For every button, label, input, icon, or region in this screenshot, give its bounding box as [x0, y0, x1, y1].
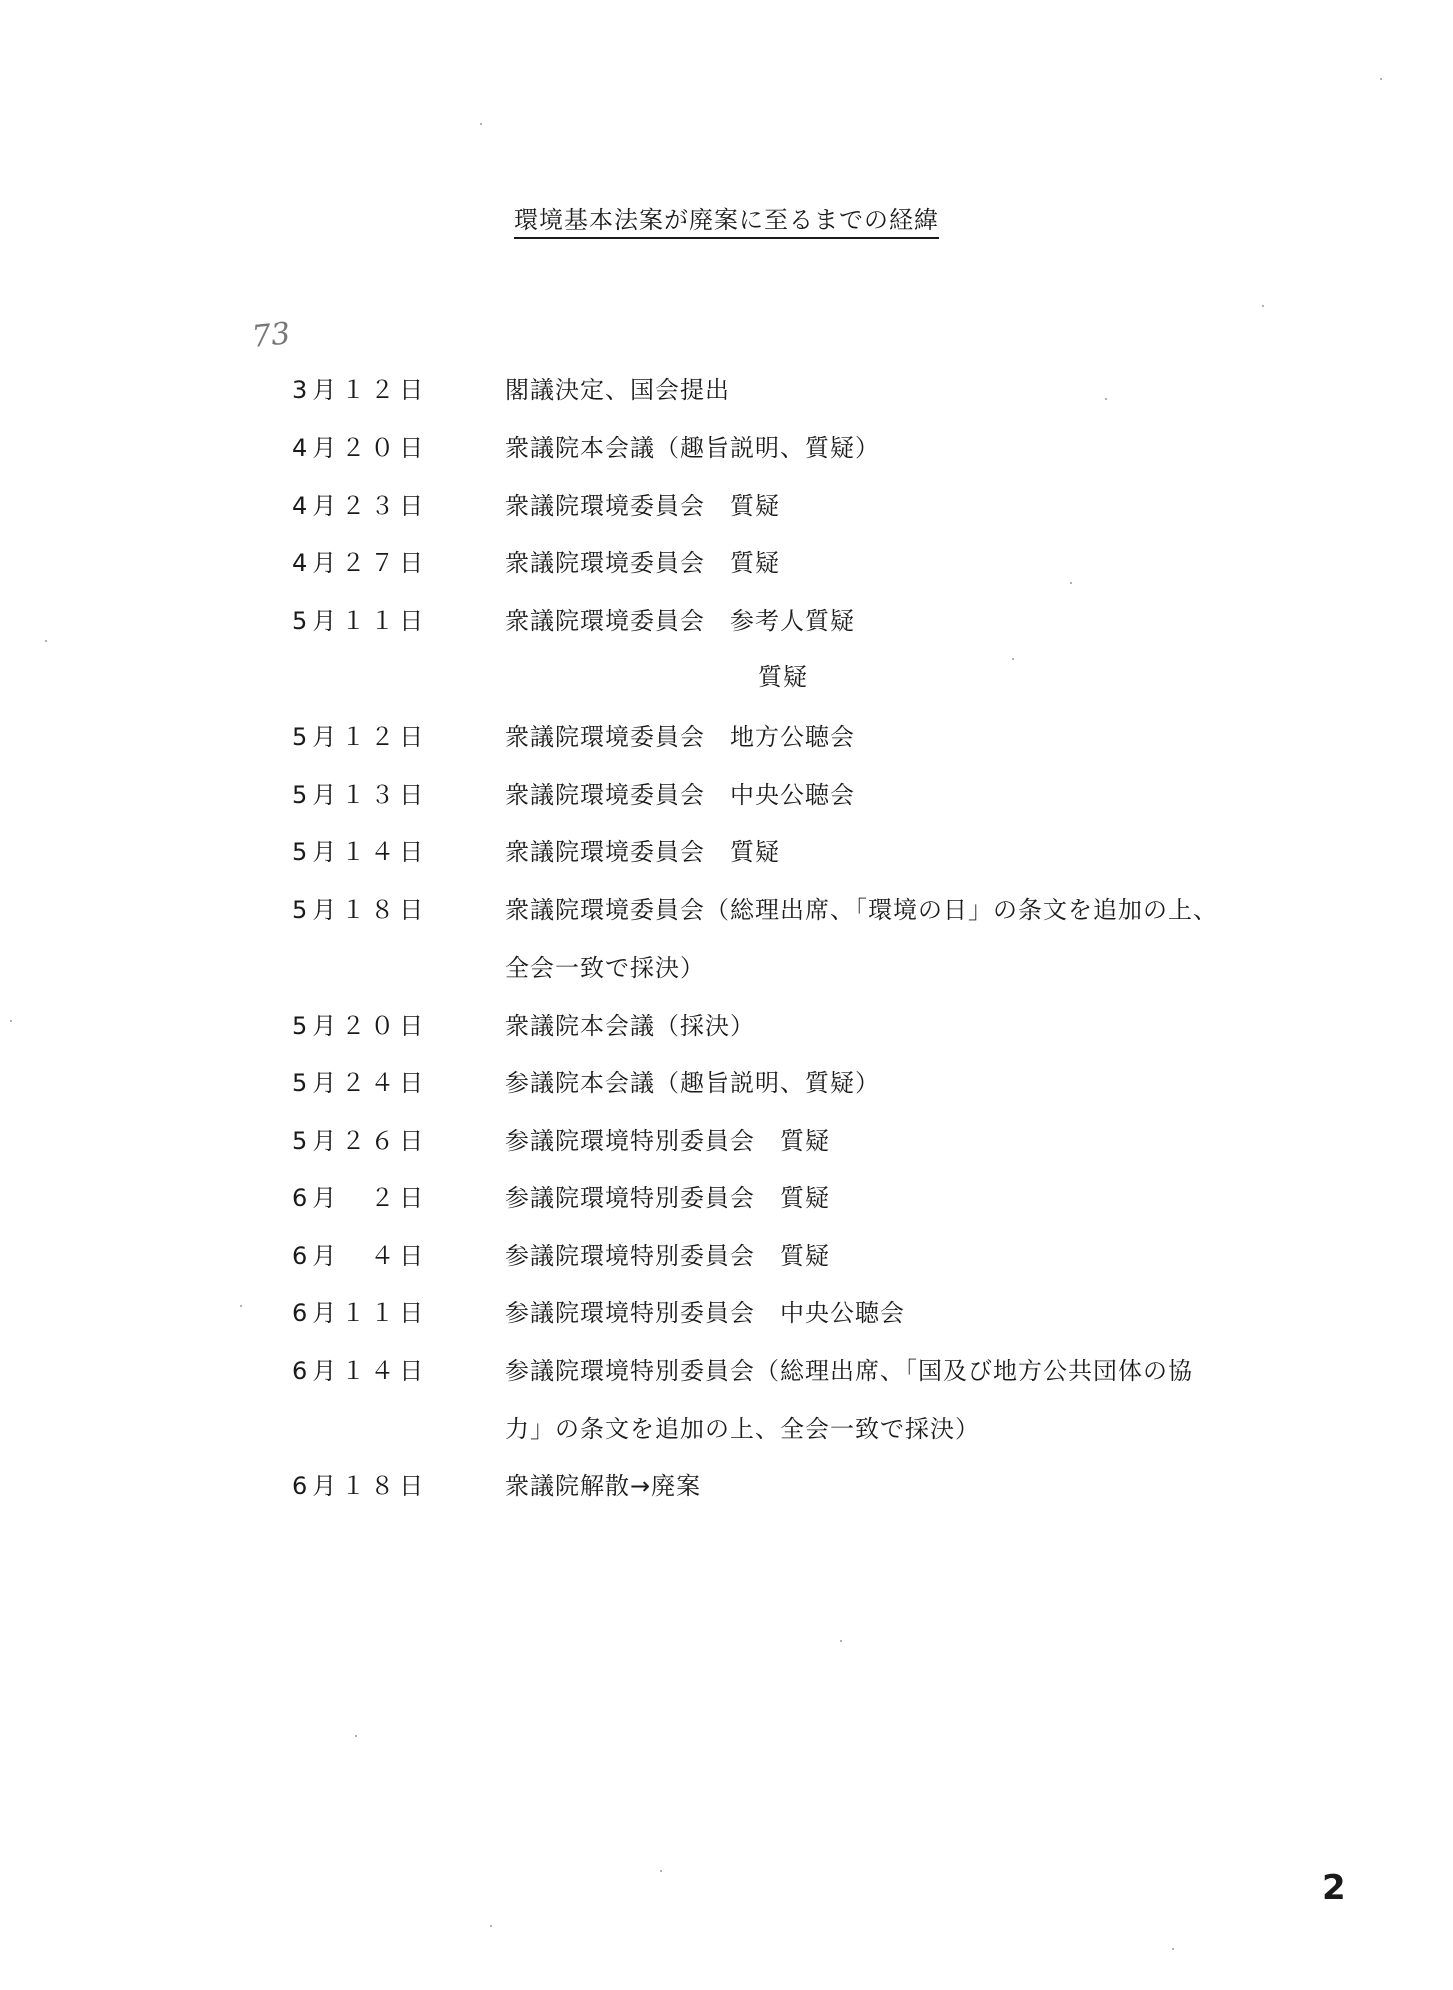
entry-event-continued: 力」の条文を追加の上、全会一致で採決） — [505, 1415, 980, 1443]
scan-speck — [1070, 582, 1072, 584]
scan-speck — [10, 1020, 12, 1022]
entry-event: 衆議院環境委員会 質疑 — [505, 549, 780, 577]
entry-event: 参議院環境特別委員会 中央公聴会 — [505, 1299, 905, 1327]
entry-date: 5月１３日 — [292, 781, 429, 809]
scan-speck — [480, 123, 482, 125]
entry-event: 参議院環境特別委員会 質疑 — [505, 1127, 830, 1155]
entry-event: 衆議院環境委員会 質疑 — [505, 492, 780, 520]
scan-speck — [1380, 78, 1382, 80]
entry-event-continued: 全会一致で採決） — [505, 954, 705, 982]
entry-event: 衆議院環境委員会（総理出席、「環境の日」の条文を追加の上、 — [505, 896, 1218, 924]
entry-date: 5月１１日 — [292, 607, 429, 635]
scan-speck — [355, 1735, 357, 1737]
entry-date: 4月２０日 — [292, 434, 429, 462]
entry-event: 参議院環境特別委員会 質疑 — [505, 1184, 830, 1212]
scan-speck — [1172, 1948, 1174, 1950]
entry-event: 衆議院環境委員会 地方公聴会 — [505, 723, 855, 751]
document-title-text: 環境基本法案が廃案に至るまでの経緯 — [514, 206, 939, 239]
entry-event: 衆議院本会議（趣旨説明、質疑） — [505, 434, 880, 462]
scan-speck — [1262, 305, 1264, 307]
entry-date: 4月２３日 — [292, 492, 429, 520]
entry-date: 6月１１日 — [292, 1299, 429, 1327]
entry-date: 5月２４日 — [292, 1069, 429, 1097]
entry-date: 3月１２日 — [292, 376, 429, 404]
scan-speck — [660, 1870, 662, 1872]
entry-date: 5月１４日 — [292, 838, 429, 866]
entry-event: 衆議院環境委員会 参考人質疑 — [505, 607, 855, 635]
entry-date: 5月１８日 — [292, 896, 429, 924]
scan-speck — [840, 1640, 842, 1642]
entry-event: 衆議院環境委員会 中央公聴会 — [505, 781, 855, 809]
entry-event: 衆議院解散→廃案 — [505, 1472, 702, 1500]
entry-date: 6月 ２日 — [292, 1184, 429, 1212]
scan-speck — [45, 640, 47, 642]
entry-date: 6月１４日 — [292, 1357, 429, 1385]
handwritten-margin-note: 73 — [250, 316, 292, 355]
entry-date: 4月２７日 — [292, 549, 429, 577]
scan-speck — [1105, 398, 1107, 400]
entry-date: 6月１８日 — [292, 1472, 429, 1500]
entry-event: 参議院環境特別委員会（総理出席、「国及び地方公共団体の協 — [505, 1357, 1193, 1385]
entry-date: 6月 ４日 — [292, 1242, 429, 1270]
entry-event-sub: 質疑 — [758, 663, 808, 691]
scan-speck — [1012, 658, 1014, 660]
entry-event: 閣議決定、国会提出 — [505, 376, 730, 404]
entry-date: 5月２６日 — [292, 1127, 429, 1155]
entry-event: 参議院本会議（趣旨説明、質疑） — [505, 1069, 880, 1097]
scan-speck — [490, 1925, 492, 1927]
entry-event: 参議院環境特別委員会 質疑 — [505, 1242, 830, 1270]
entry-event: 衆議院環境委員会 質疑 — [505, 838, 780, 866]
entry-date: 5月１２日 — [292, 723, 429, 751]
entry-date: 5月２０日 — [292, 1012, 429, 1040]
page-number: 2 — [1322, 1868, 1346, 1908]
entry-event: 衆議院本会議（採決） — [505, 1012, 755, 1040]
document-title — [0, 200, 1453, 235]
scan-speck — [240, 1305, 242, 1307]
